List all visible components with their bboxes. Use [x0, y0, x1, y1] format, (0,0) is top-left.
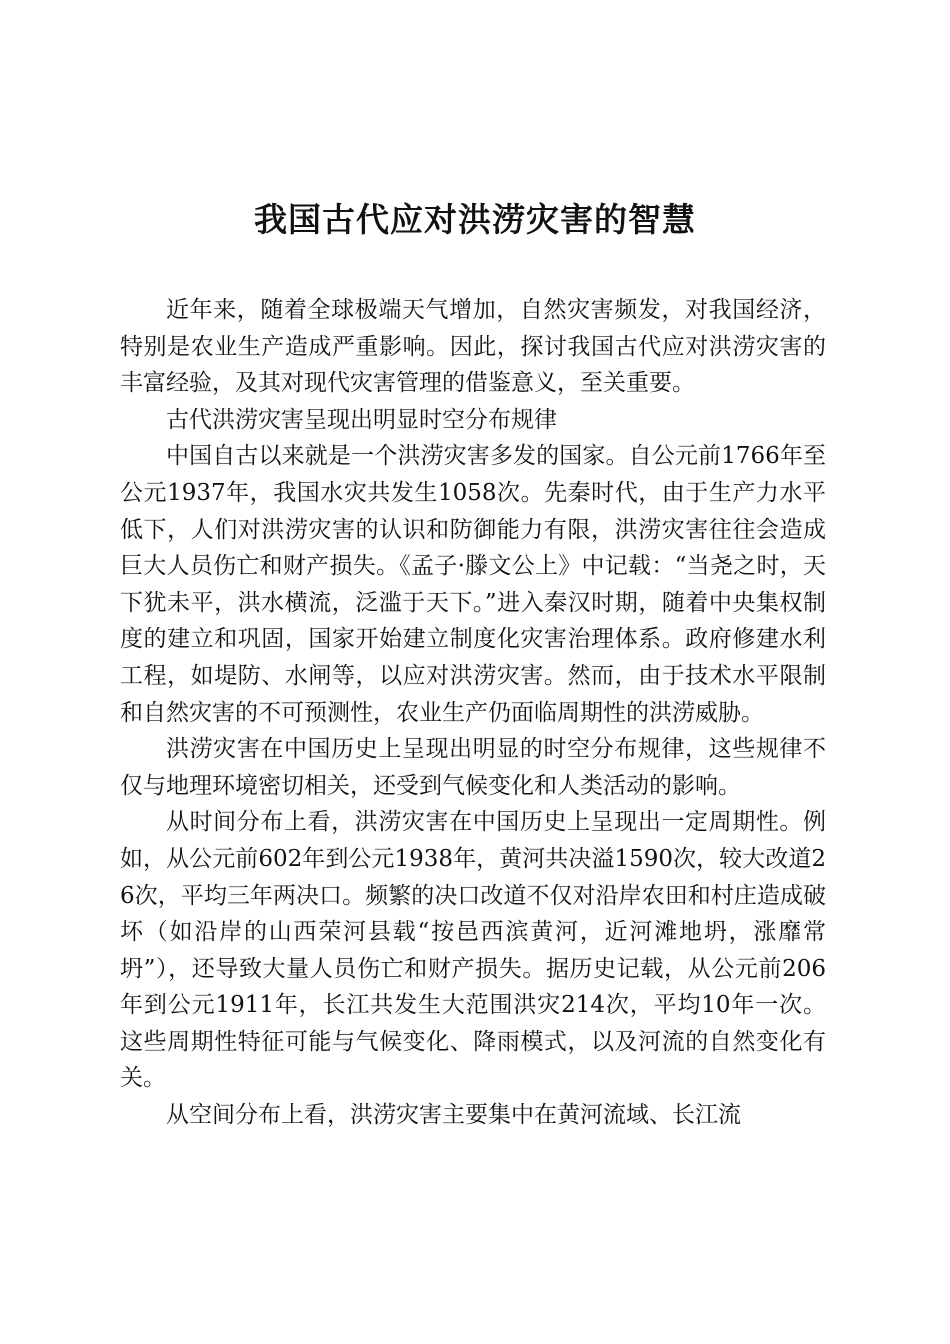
body-paragraph: 从时间分布上看，洪涝灾害在中国历史上呈现出一定周期性。例如，从公元前602年到公元1938年，黄河共决溢1590次，较大改道26次，平均三年两决口。频繁的决口改道不仅对沿岸农田和村庄造成破坏（如沿岸的山西荣河县载“按邑西滨黄河，近河滩地坍，涨靡常坍”），还导致大量人员伤亡和财产损失。据历史记载，从公元前206年到公元1911年，长江共发生大范围洪灾214次，平均10年一次。这些周期性特征可能与气候变化、降雨模式，以及河流的自然变化有关。 — [120, 809, 826, 1092]
intro-paragraph: 近年来，随着全球极端天气增加，自然灾害频发，对我国经济，特别是农业生产造成严重影响。因此，探讨我国古代应对洪涝灾害的丰富经验，及其对现代灾害管理的借鉴意义，至关重要。 — [120, 297, 826, 397]
body-paragraph: 中国自古以来就是一个洪涝灾害多发的国家。自公元前1766年至公元1937年，我国水灾共发生1058次。先秦时代，由于生产力水平低下，人们对洪涝灾害的认识和防御能力有限，洪涝灾害往往会造成巨大人员伤亡和财产损失。《孟子·滕文公上》中记载：“当尧之时，天下犹未平，洪水横流，泛滥于天下。”进入秦汉时期，随着中央集权制度的建立和巩固，国家开始建立制度化灾害治理体系。政府修建水利工程，如堤防、水闸等，以应对洪涝灾害。然而，由于技术水平限制和自然灾害的不可预测性，农业生产仍面临周期性的洪涝威胁。 — [120, 443, 826, 726]
body-paragraph: 洪涝灾害在中国历史上呈现出明显的时空分布规律，这些规律不仅与地理环境密切相关，还受到气候变化和人类活动的影响。 — [120, 736, 826, 799]
body-paragraph: 从空间分布上看，洪涝灾害主要集中在黄河流域、长江流 — [166, 1102, 741, 1129]
document-body — [120, 292, 826, 1134]
section-heading: 古代洪涝灾害呈现出明显时空分布规律 — [166, 406, 557, 433]
document-title: 我国古代应对洪涝灾害的智慧 — [254, 200, 696, 239]
